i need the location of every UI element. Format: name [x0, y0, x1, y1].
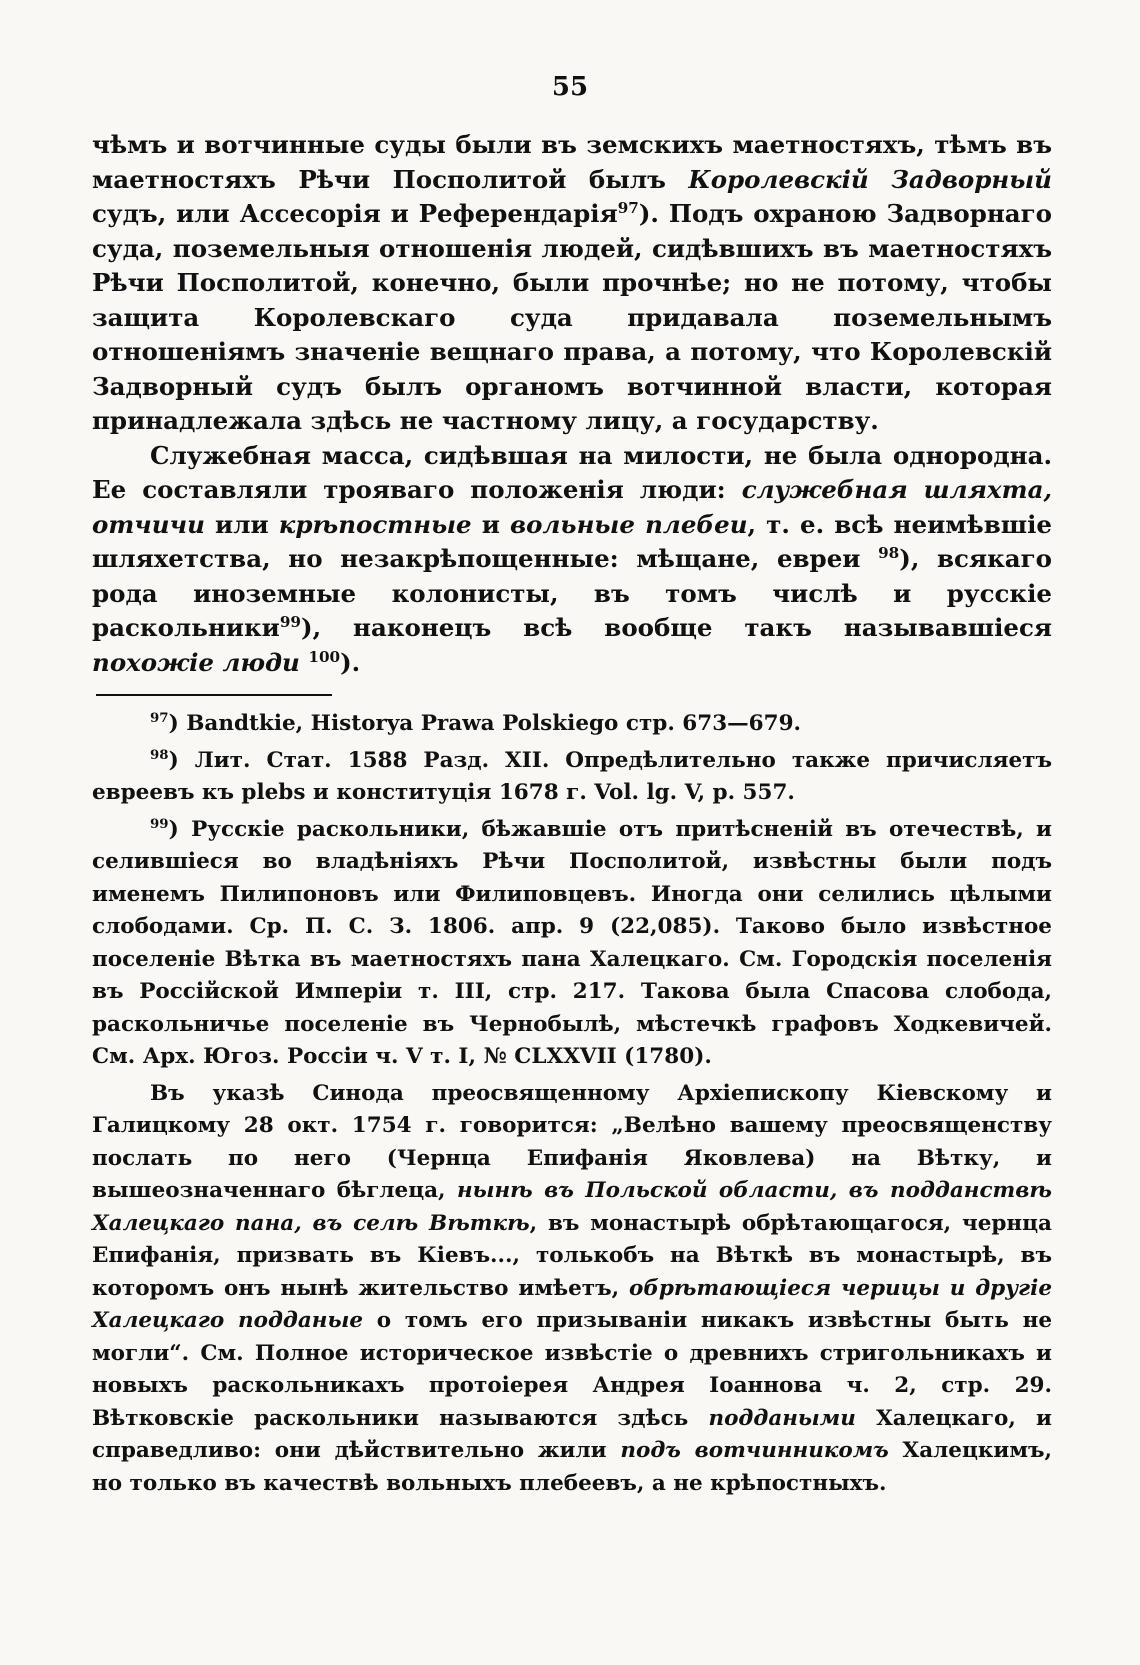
footnote-mark-98: 98 [150, 746, 169, 763]
footnote-ref-98: 98 [878, 543, 900, 562]
p2-italic-2: крѣпостные [278, 509, 472, 539]
p2-italic-4: похожіе люди [92, 647, 300, 677]
p1-italic-1: Королевскій Задворный [688, 164, 1052, 194]
fn99b-text-3: о томъ его призываніи никакъ извѣстны быть не могли“. См. Полное историческое извѣстіе о древнихъ стригольникахъ и новыхъ раскольникахъ протоіерея Андрея Іоаннова ч. 2, стр. 29. Вѣтковскіе раскольники называются здѣсь [92, 1308, 1053, 1431]
paragraph-1 [92, 128, 1052, 439]
main-text [92, 128, 1052, 680]
p2-text-6: ), наконецъ всѣ вообще такъ называвшіеся [300, 613, 1052, 642]
paragraph-2 [92, 439, 1052, 681]
footnote-text-97: ) Bandtkie, Historya Prawa Polskiego стр. 673—679. [168, 711, 802, 736]
fn99b-italic-2: обрѣтающіеся черицы и другіе Халецкаго подданые [92, 1275, 1052, 1333]
p2-text-3: и [471, 509, 511, 539]
p1-text-2: судъ, или Ассесорія и Референдарія [92, 199, 618, 228]
fn99b-italic-1: нынѣ въ Польской области, въ подданствѣ Халецкаго пана, въ селѣ Вѣткѣ [92, 1178, 1052, 1236]
footnote-97 [92, 708, 1052, 741]
p2-italic-3: вольные плебеи [510, 509, 748, 539]
footnote-divider [96, 694, 332, 696]
footnote-ref-99: 99 [279, 612, 301, 631]
p2-text-5: ), всякаго рода иноземные колонисты, въ томъ числѣ и русскіе раскольники [92, 544, 1052, 642]
p2-text-2: или [204, 509, 279, 539]
p1-text-1: чѣмъ и вотчинные суды были въ земскихъ маетностяхъ, тѣмъ въ маетностяхъ Рѣчи Посполитой былъ [92, 130, 1052, 194]
footnote-98 [92, 745, 1052, 810]
footnote-mark-97: 97 [150, 709, 169, 726]
footnote-text-99: ) Русскіе раскольники, бѣжавшіе отъ притѣсненій въ отечествѣ, и селившіеся во владѣніяхъ Рѣчи Посполитой, извѣстны были подъ именемъ Пилипоновъ или Филиповцевъ. Иногда они селились цѣлыми слободами. Ср. П. С. З. 1806. апр. 9 (22,085). Таково было извѣстное поселеніе Вѣтка въ маетностяхъ пана Халецкаго. См. Городскія поселенія въ Россійской Имперіи т. III, стр. 217. Такова была Спасова слобода, раскольничье поселеніе въ Чернобылѣ, мѣстечкѣ графовъ Ходкевичей. См. Арх. Югоз. Россіи ч. V т. I, № CLXXVII (1780). [92, 816, 1052, 1069]
p1-text-3: ). Подъ охраною Задворнаго суда, поземельныя отношенія людей, сидѣвшихъ въ маетностяхъ Рѣчи Посполитой, конечно, были прочнѣе; но не потому, чтобы защита Королевскаго суда придавала поземельнымъ отношеніямъ значеніе вещнаго права, а потому, что Королевскій Задворный судъ былъ органомъ вотчинной власти, которая принадлежала здѣсь не частному лицу, а государству. [92, 199, 1052, 435]
footnote-mark-99: 99 [150, 815, 169, 832]
footnotes [92, 708, 1052, 1500]
fn99b-text-5: Халецкимъ, но только въ качествѣ вольныхъ плебеевъ, а не крѣпостныхъ. [92, 1438, 1052, 1496]
fn99b-text-1: Въ указѣ Синода преосвященному Архіепископу Кіевскому и Галицкому 28 окт. 1754 г. говорится: „Велѣно вашему преосвященству послать по него (Чернца Епифанія Яковлева) на Вѣтку, и вышеозначеннаго бѣглеца, [92, 1080, 1052, 1203]
fn99b-text-4: Халецкаго, и справедливо: они дѣйствительно жили [92, 1405, 1052, 1463]
p2-italic-1: служебная шляхта, отчичи [92, 475, 1052, 539]
p2-text-1: Служебная масса, сидѣвшая на милости, не была однородна. Ее составляли трояваго положенія люди: [92, 440, 1052, 504]
fn99b-text-2: , въ монастырѣ обрѣтающагося, чернца Епифанія, призвать въ Кіевъ..., толькобъ на Вѣткѣ въ монастырѣ, въ которомъ онъ нынѣ жительство имѣетъ, [92, 1210, 1052, 1301]
footnote-99-continued [92, 1078, 1052, 1501]
fn99b-italic-4: подъ вотчинникомъ [620, 1438, 889, 1463]
page-number: 55 [551, 72, 589, 102]
fn99b-italic-3: поддаными [708, 1405, 856, 1431]
footnote-ref-100: 100 [308, 647, 341, 666]
footnote-text-98: ) Лит. Стат. 1588 Разд. XII. Опредѣлительно также причисляетъ евреевъ къ plebs и конституція 1678 г. Vol. lg. V, p. 557. [92, 747, 1052, 805]
p2-text-8: ). [340, 647, 361, 677]
p2-text-4: , т. е. всѣ неимѣвшіе шляхетства, но незакрѣпощенные: мѣщане, евреи [92, 509, 1052, 573]
footnote-ref-97: 97 [617, 198, 639, 217]
footnote-99 [92, 814, 1052, 1074]
